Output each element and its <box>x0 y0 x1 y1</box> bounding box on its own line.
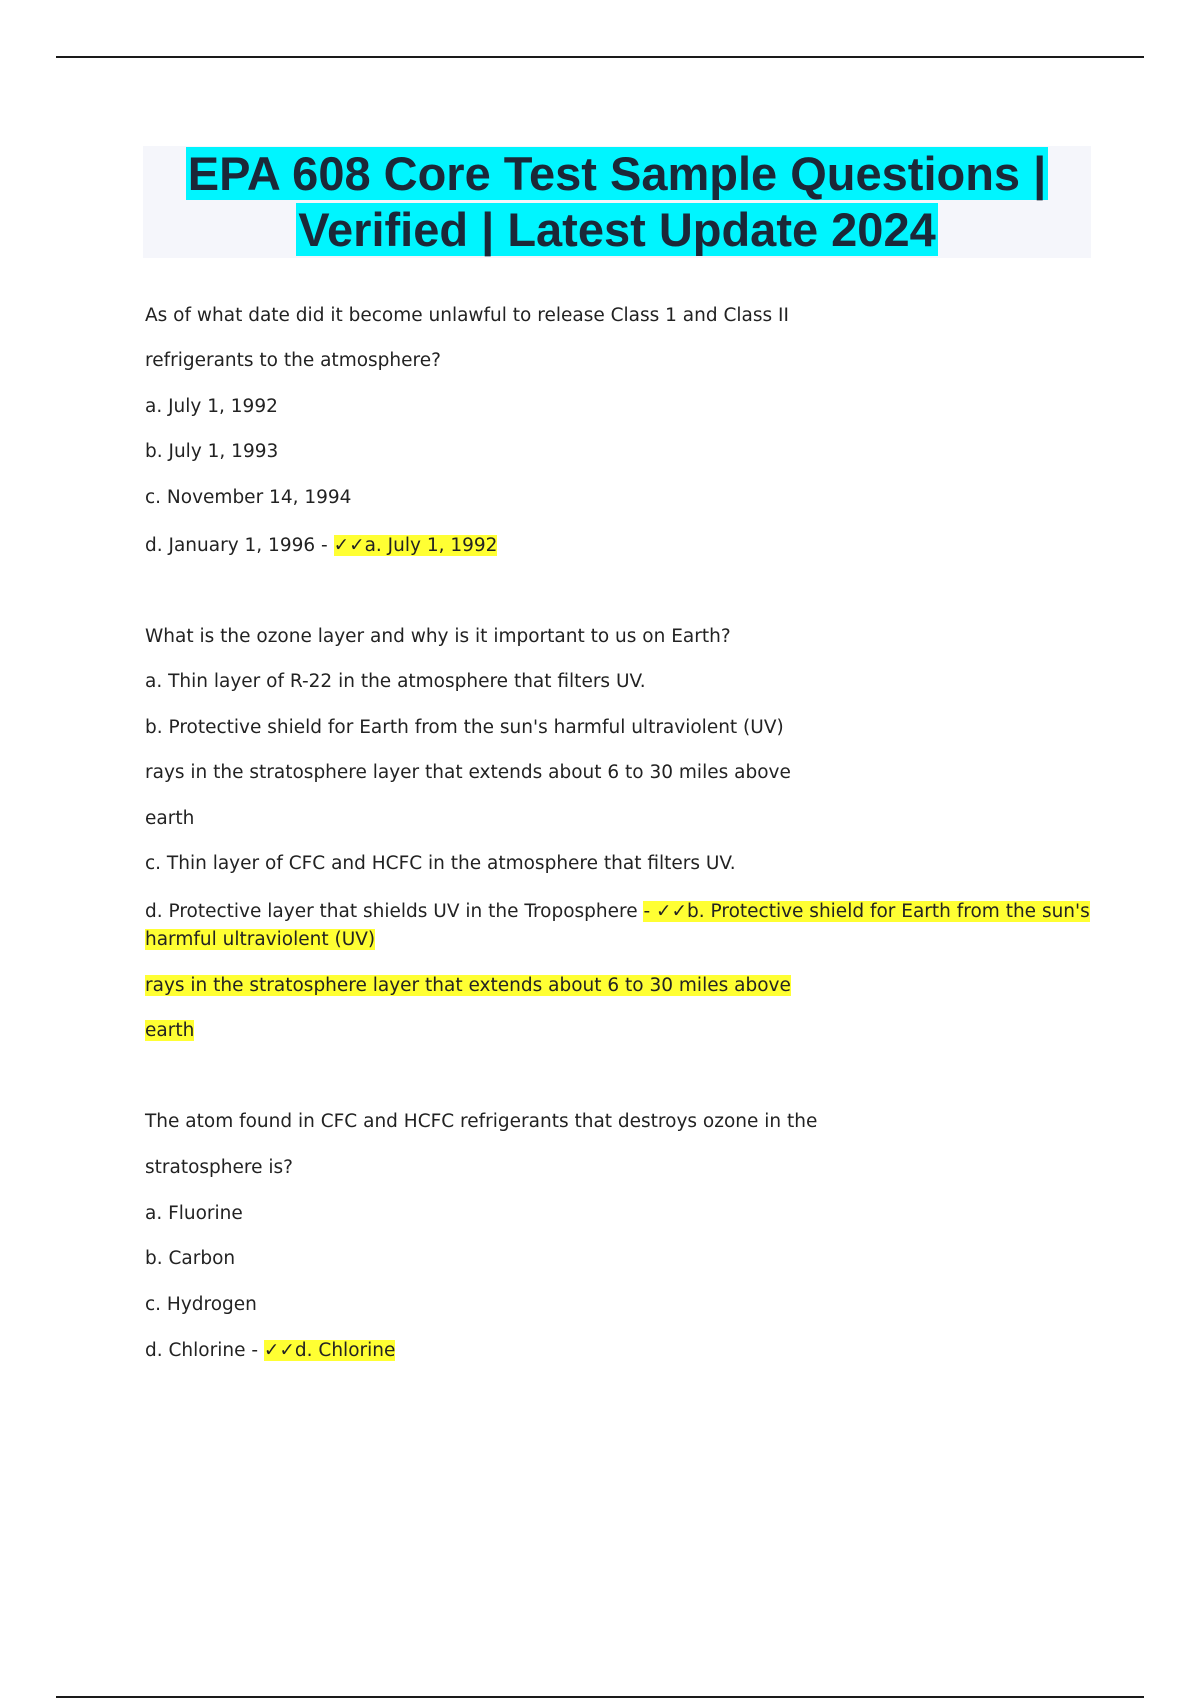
answer-highlight: ✓✓a. July 1, 1992 <box>333 535 498 556</box>
question-text: stratosphere is? <box>145 1157 293 1178</box>
option-d <box>145 901 1090 922</box>
answer-highlight-continued <box>145 1020 194 1041</box>
question-text: refrigerants to the atmosphere? <box>145 350 441 371</box>
option-d-text: d. January 1, 1996 - <box>145 535 334 556</box>
answer-highlight-continued <box>145 975 791 996</box>
question-text: The atom found in CFC and HCFC refrigerants that destroys ozone in the <box>145 1111 818 1132</box>
title-line-2: Verified | Latest Update 2024 <box>298 203 936 256</box>
answer-highlight: ✓✓d. Chlorine <box>263 1340 396 1361</box>
title-line-1: EPA 608 Core Test Sample Questions | <box>187 147 1047 200</box>
option-c: c. Thin layer of CFC and HCFC in the atmosphere that filters UV. <box>145 853 736 874</box>
document-title <box>143 146 1091 258</box>
option-b: b. Protective shield for Earth from the sun's harmful ultraviolent (UV) <box>145 717 784 738</box>
question-text: What is the ozone layer and why is it important to us on Earth? <box>145 626 731 647</box>
answer-highlight-continued <box>145 929 375 950</box>
option-a: a. July 1, 1992 <box>145 396 278 417</box>
answer-highlight: - ✓✓b. Protective shield for Earth from the sun's <box>643 901 1090 922</box>
answer-text: rays in the stratosphere layer that extends about 6 to 30 miles above <box>145 975 791 996</box>
answer-text: earth <box>145 1020 195 1041</box>
option-b: b. Carbon <box>145 1248 236 1269</box>
option-c: c. Hydrogen <box>145 1294 257 1315</box>
question-text: As of what date did it become unlawful to release Class 1 and Class II <box>145 305 789 326</box>
option-b-continued: rays in the stratosphere layer that extends about 6 to 30 miles above <box>145 762 791 783</box>
option-a: a. Fluorine <box>145 1203 243 1224</box>
answer-text: harmful ultraviolent (UV) <box>145 929 376 950</box>
bottom-rule <box>56 1696 1144 1698</box>
option-c: c. November 14, 1994 <box>145 487 352 508</box>
option-d <box>145 1340 395 1361</box>
option-b-continued: earth <box>145 808 195 829</box>
top-rule <box>56 56 1144 58</box>
option-d-text: d. Protective layer that shields UV in the Troposphere <box>145 901 644 922</box>
option-d <box>145 535 497 556</box>
option-b: b. July 1, 1993 <box>145 441 279 462</box>
option-a: a. Thin layer of R-22 in the atmosphere that filters UV. <box>145 671 646 692</box>
option-d-text: d. Chlorine - <box>145 1340 264 1361</box>
